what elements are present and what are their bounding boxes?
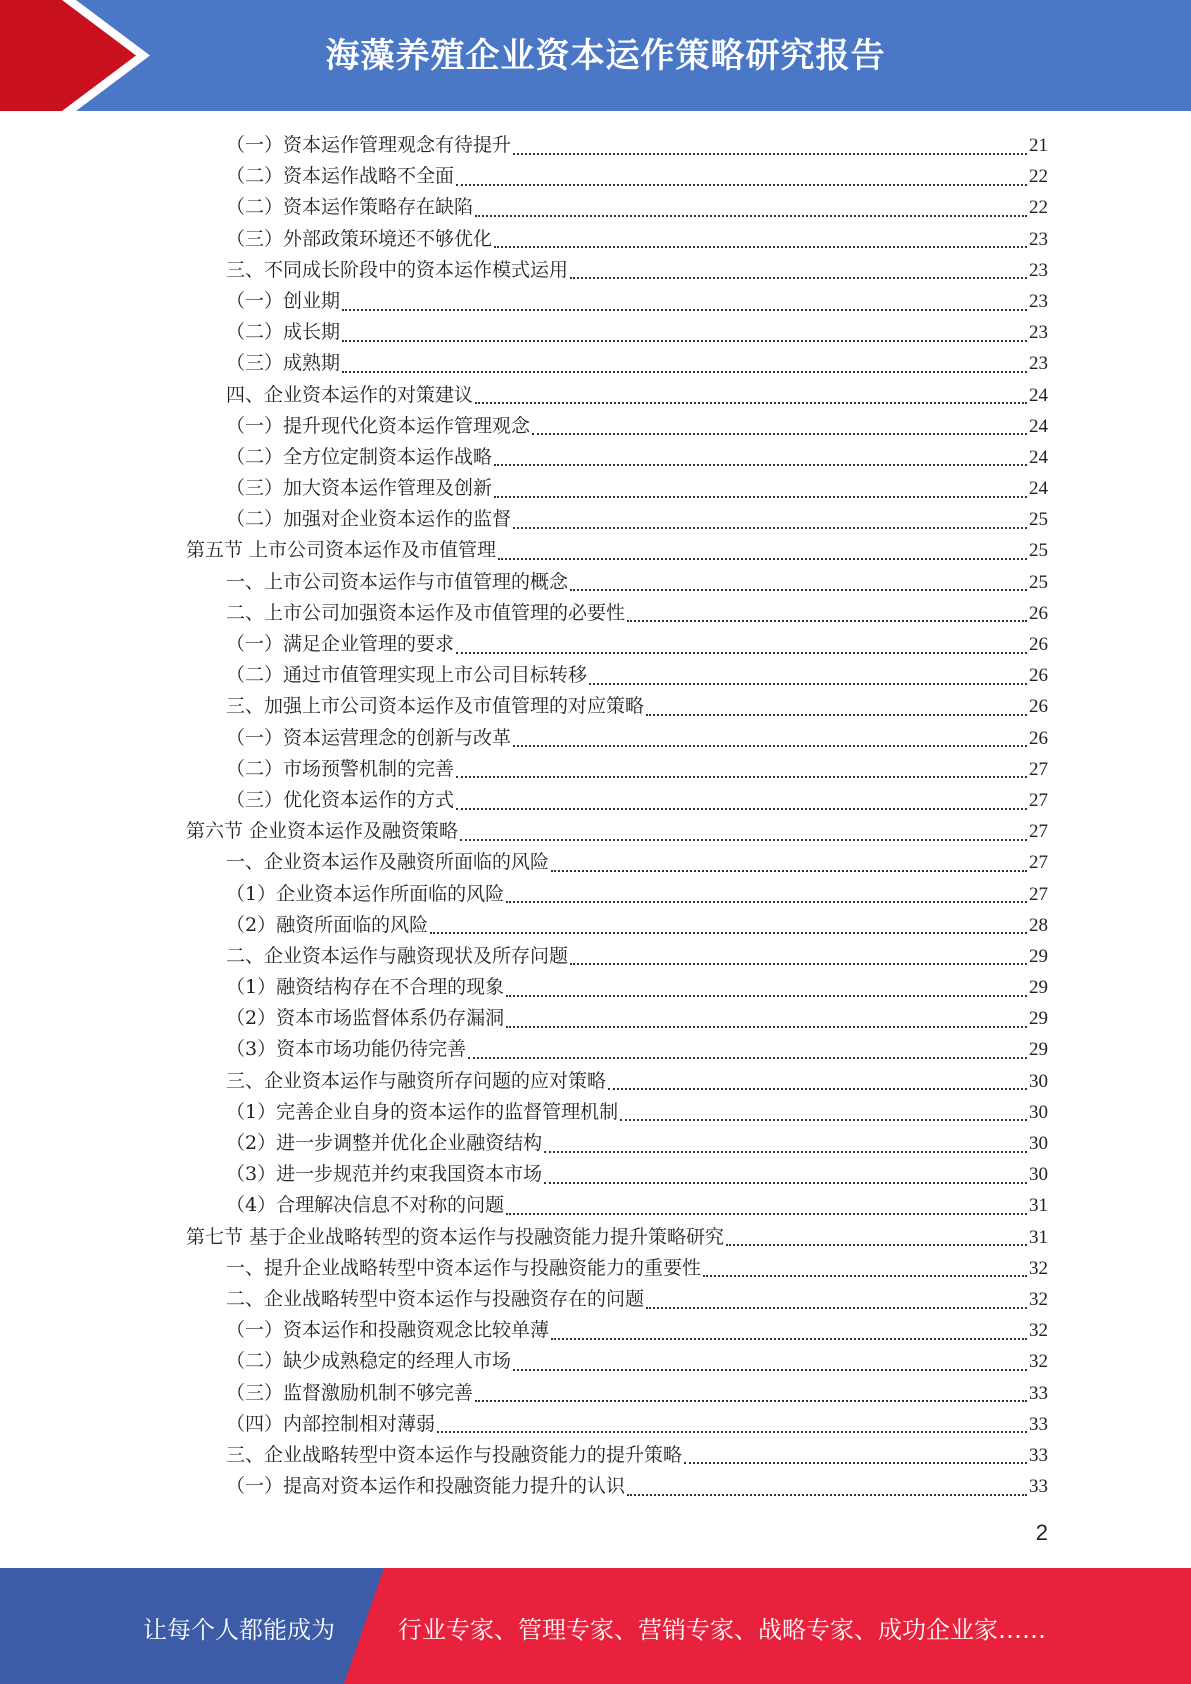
toc-entry-label: 三、加强上市公司资本运作及市值管理的对应策略 xyxy=(226,695,645,718)
toc-entry[interactable] xyxy=(186,1471,1048,1502)
toc-entry-label: （二）缺少成熟稳定的经理人市场 xyxy=(226,1350,512,1373)
toc-entry-label: （1）融资结构存在不合理的现象 xyxy=(226,976,505,999)
toc-entry[interactable] xyxy=(186,1378,1048,1409)
dot-leader xyxy=(456,808,1027,810)
toc-entry[interactable] xyxy=(186,224,1048,255)
header-banner xyxy=(0,0,1191,111)
toc-entry-label: （三）成熟期 xyxy=(226,352,341,375)
toc-entry-label: （三）优化资本运作的方式 xyxy=(226,788,455,811)
toc-entry[interactable] xyxy=(186,130,1048,161)
dot-leader xyxy=(544,1151,1027,1153)
toc-entry-label: （二）成长期 xyxy=(226,321,341,344)
toc-entry-label: （二）资本运作策略存在缺陷 xyxy=(226,196,474,219)
dot-leader xyxy=(506,1026,1027,1028)
dot-leader xyxy=(532,433,1027,435)
toc-entry-page: 31 xyxy=(1029,1226,1048,1248)
toc-entry-label: （4）合理解决信息不对称的问题 xyxy=(226,1194,505,1217)
toc-entry-page: 24 xyxy=(1029,446,1048,468)
toc-entry-label: （2）融资所面临的风险 xyxy=(226,913,429,936)
toc-entry-page: 25 xyxy=(1029,509,1048,531)
dot-leader xyxy=(570,589,1027,591)
toc-entry-page: 33 xyxy=(1029,1476,1048,1498)
toc-entry-label: （3）进一步规范并约束我国资本市场 xyxy=(226,1163,543,1186)
toc-entry-label: 二、企业战略转型中资本运作与投融资存在的问题 xyxy=(226,1287,645,1310)
toc-entry[interactable] xyxy=(186,1284,1048,1315)
toc-entry[interactable] xyxy=(186,1003,1048,1034)
dot-leader xyxy=(506,995,1027,997)
document-title: 海藻养殖企业资本运作策略研究报告 xyxy=(325,36,886,76)
toc-entry-page: 24 xyxy=(1029,478,1048,500)
toc-entry-label: 三、企业资本运作与融资所存问题的应对策略 xyxy=(226,1069,607,1092)
toc-entry-label: （一）资本运作管理观念有待提升 xyxy=(226,134,512,156)
dot-leader xyxy=(494,496,1027,498)
toc-entry-label: 一、企业资本运作及融资所面临的风险 xyxy=(226,851,550,874)
toc-entry-label: 一、上市公司资本运作与市值管理的概念 xyxy=(226,570,569,593)
toc-entry[interactable] xyxy=(186,972,1048,1003)
dot-leader xyxy=(589,683,1027,685)
toc-entry-page: 22 xyxy=(1029,197,1048,219)
toc-entry-page: 29 xyxy=(1029,945,1048,967)
toc-entry[interactable] xyxy=(186,192,1048,223)
toc-entry[interactable] xyxy=(186,691,1048,722)
toc-entry-label: （一）资本运营理念的创新与改革 xyxy=(226,726,512,749)
toc-entry[interactable] xyxy=(186,723,1048,754)
dot-leader xyxy=(551,870,1027,872)
toc-entry-page: 27 xyxy=(1029,883,1048,905)
toc-entry-page: 30 xyxy=(1029,1133,1048,1154)
toc-entry-page: 28 xyxy=(1029,914,1048,936)
toc-entry-label: （一）创业期 xyxy=(226,289,341,312)
dot-leader xyxy=(570,963,1027,965)
toc-entry-page: 27 xyxy=(1029,852,1048,874)
toc-entry-label: 三、企业战略转型中资本运作与投融资能力的提升策略 xyxy=(226,1443,683,1466)
toc-entry[interactable] xyxy=(186,1409,1048,1440)
toc-entry[interactable] xyxy=(186,1253,1048,1284)
toc-entry[interactable] xyxy=(186,286,1048,317)
toc-entry-label: 第五节 上市公司资本运作及市值管理 xyxy=(186,539,497,562)
toc-entry-label: （一）满足企业管理的要求 xyxy=(226,633,455,655)
toc-entry[interactable] xyxy=(186,879,1048,910)
toc-entry-page: 23 xyxy=(1029,353,1048,375)
toc-entry-page: 31 xyxy=(1029,1195,1048,1217)
toc-entry[interactable] xyxy=(186,255,1048,286)
toc-entry[interactable] xyxy=(186,941,1048,972)
dot-leader xyxy=(513,527,1027,529)
toc-entry-page: 32 xyxy=(1029,1288,1048,1310)
dot-leader xyxy=(506,1213,1027,1215)
dot-leader xyxy=(627,620,1027,622)
toc-entry-page: 23 xyxy=(1029,259,1048,281)
toc-entry[interactable] xyxy=(186,161,1048,192)
toc-entry[interactable] xyxy=(186,910,1048,941)
toc-entry[interactable] xyxy=(186,785,1048,816)
toc-entry-label: （三）外部政策环境还不够优化 xyxy=(226,227,493,250)
dot-leader xyxy=(475,402,1027,404)
dot-leader xyxy=(498,558,1027,560)
toc-entry[interactable] xyxy=(186,317,1048,348)
toc-entry-page: 23 xyxy=(1029,322,1048,344)
toc-entry[interactable] xyxy=(186,598,1048,629)
dot-leader xyxy=(513,153,1027,155)
toc-entry[interactable] xyxy=(186,754,1048,785)
dot-leader xyxy=(513,1369,1027,1371)
dot-leader xyxy=(544,1182,1027,1184)
footer-slogan-left: 让每个人都能成为 xyxy=(143,1616,335,1644)
dot-leader xyxy=(646,714,1027,716)
toc-entry[interactable] xyxy=(186,660,1048,691)
dot-leader xyxy=(342,371,1027,373)
dot-leader xyxy=(684,1462,1027,1464)
toc-entry[interactable] xyxy=(186,629,1048,660)
toc-entry[interactable] xyxy=(186,847,1048,878)
toc-entry[interactable] xyxy=(186,1346,1048,1377)
dot-leader xyxy=(494,464,1027,466)
toc-entry-label: （二）资本运作战略不全面 xyxy=(226,165,455,188)
dot-leader xyxy=(608,1088,1027,1090)
toc-entry-page: 23 xyxy=(1029,290,1048,312)
toc-entry-page: 21 xyxy=(1029,135,1048,156)
toc-entry-page: 30 xyxy=(1029,1164,1048,1186)
dot-leader xyxy=(456,652,1027,654)
toc-entry-label: 第六节 企业资本运作及融资策略 xyxy=(186,820,459,843)
toc-entry[interactable] xyxy=(186,1440,1048,1471)
toc-entry-label: 四、企业资本运作的对策建议 xyxy=(226,383,474,406)
toc-entry-label: （二）通过市值管理实现上市公司目标转移 xyxy=(226,664,588,687)
dot-leader xyxy=(627,1494,1027,1496)
toc-entry[interactable] xyxy=(186,1066,1048,1097)
toc-entry[interactable] xyxy=(186,442,1048,473)
toc-entry-page: 32 xyxy=(1029,1351,1048,1373)
dot-leader xyxy=(437,1431,1027,1433)
toc-entry-page: 23 xyxy=(1029,228,1048,250)
toc-entry[interactable] xyxy=(186,1097,1048,1128)
toc-entry-page: 26 xyxy=(1029,727,1048,749)
toc-entry-label: （3）资本市场功能仍待完善 xyxy=(226,1038,467,1061)
page-number: 2 xyxy=(1035,1520,1048,1545)
toc-entry-page: 24 xyxy=(1029,415,1048,437)
toc-entry-label: （1）企业资本运作所面临的风险 xyxy=(226,882,505,905)
toc-entry-label: （一）提高对资本运作和投融资能力提升的认识 xyxy=(226,1475,626,1498)
dot-leader xyxy=(342,340,1027,342)
dot-leader xyxy=(468,1057,1027,1059)
dot-leader xyxy=(506,901,1027,903)
toc-entry[interactable] xyxy=(186,1315,1048,1346)
toc-entry-page: 27 xyxy=(1029,821,1048,843)
dot-leader xyxy=(551,1338,1027,1340)
toc-entry-label: 第七节 基于企业战略转型的资本运作与投融资能力提升策略研究 xyxy=(186,1225,725,1248)
toc-entry-page: 27 xyxy=(1029,758,1048,780)
toc-entry-page: 32 xyxy=(1029,1257,1048,1279)
toc-entry[interactable] xyxy=(186,1128,1048,1159)
toc-entry-label: （三）加大资本运作管理及创新 xyxy=(226,477,493,500)
toc-entry-label: （三）监督激励机制不够完善 xyxy=(226,1381,474,1404)
toc-entry-label: 三、不同成长阶段中的资本运作模式运用 xyxy=(226,258,569,281)
toc-entry[interactable] xyxy=(186,567,1048,598)
toc-entry-page: 25 xyxy=(1029,540,1048,562)
toc-entry[interactable] xyxy=(186,1222,1048,1253)
toc-entry[interactable] xyxy=(186,504,1048,535)
toc-entry-page: 26 xyxy=(1029,696,1048,718)
toc-entry-page: 25 xyxy=(1029,571,1048,593)
toc-entry-page: 26 xyxy=(1029,634,1048,655)
toc-entry-label: （2）资本市场监督体系仍存漏洞 xyxy=(226,1007,505,1030)
dot-leader xyxy=(342,309,1027,311)
dot-leader xyxy=(475,215,1027,217)
footer-banner xyxy=(0,1568,1191,1684)
toc-entry[interactable] xyxy=(186,535,1048,566)
toc-entry-label: （一）资本运作和投融资观念比较单薄 xyxy=(226,1319,550,1342)
dot-leader xyxy=(475,1400,1027,1402)
dot-leader xyxy=(513,745,1027,747)
toc-entry-label: 二、上市公司加强资本运作及市值管理的必要性 xyxy=(226,601,626,624)
dot-leader xyxy=(430,932,1027,934)
toc-entry-page: 33 xyxy=(1029,1444,1048,1466)
toc-entry-label: （2）进一步调整并优化企业融资结构 xyxy=(226,1132,543,1154)
dot-leader xyxy=(494,246,1027,248)
dot-leader xyxy=(646,1307,1027,1309)
toc-entry[interactable] xyxy=(186,1034,1048,1065)
toc-entry-label: （二）市场预警机制的完善 xyxy=(226,757,455,780)
toc-entry[interactable] xyxy=(186,1159,1048,1190)
toc-entry-page: 32 xyxy=(1029,1320,1048,1342)
toc-entry-page: 33 xyxy=(1029,1413,1048,1435)
toc-entry-label: （一）提升现代化资本运作管理观念 xyxy=(226,414,531,437)
dot-leader xyxy=(726,1244,1027,1246)
dot-leader xyxy=(620,1119,1027,1121)
toc-entry[interactable] xyxy=(186,411,1048,442)
toc-entry-page: 30 xyxy=(1029,1101,1048,1123)
toc-entry-page: 29 xyxy=(1029,1039,1048,1061)
toc-entry[interactable] xyxy=(186,473,1048,504)
dot-leader xyxy=(703,1275,1027,1277)
toc-entry-page: 26 xyxy=(1029,665,1048,687)
toc-entry[interactable] xyxy=(186,380,1048,411)
toc-entry-page: 27 xyxy=(1029,789,1048,811)
toc-entry-page: 33 xyxy=(1029,1382,1048,1404)
toc-entry-label: （二）全方位定制资本运作战略 xyxy=(226,445,493,468)
toc-entry-page: 30 xyxy=(1029,1070,1048,1092)
dot-leader xyxy=(570,277,1027,279)
footer-slogan-right: 行业专家、管理专家、营销专家、战略专家、成功企业家…… xyxy=(398,1616,1046,1644)
dot-leader xyxy=(460,839,1027,841)
toc-entry-page: 26 xyxy=(1029,602,1048,624)
toc-entry-page: 22 xyxy=(1029,166,1048,188)
table-of-contents xyxy=(186,130,1048,1502)
toc-entry-label: （四）内部控制相对薄弱 xyxy=(226,1412,436,1435)
toc-entry[interactable] xyxy=(186,348,1048,379)
toc-entry[interactable] xyxy=(186,1190,1048,1221)
toc-entry-label: （1）完善企业自身的资本运作的监督管理机制 xyxy=(226,1100,619,1123)
toc-entry[interactable] xyxy=(186,816,1048,847)
toc-entry-page: 29 xyxy=(1029,1008,1048,1030)
toc-entry-label: （二）加强对企业资本运作的监督 xyxy=(226,508,512,531)
dot-leader xyxy=(456,776,1027,778)
toc-entry-page: 29 xyxy=(1029,977,1048,999)
toc-entry-label: 一、提升企业战略转型中资本运作与投融资能力的重要性 xyxy=(226,1256,702,1279)
dot-leader xyxy=(456,184,1027,186)
toc-entry-page: 24 xyxy=(1029,384,1048,406)
toc-entry-label: 二、企业资本运作与融资现状及所存问题 xyxy=(226,944,569,967)
